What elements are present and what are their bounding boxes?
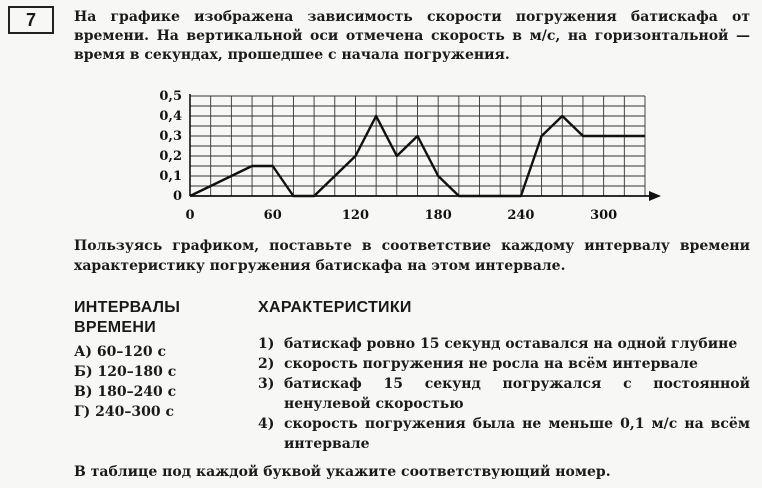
task-instruction: Пользуясь графиком, поставьте в соответствие каждому интервалу времени характеристику погружения батискафа на этом интервале. [74, 238, 750, 274]
y-tick-label: 0,1 [159, 169, 182, 184]
characteristic-number: 4) [258, 416, 275, 432]
interval-text: 240–300 с [95, 404, 175, 420]
x-tick-label: 300 [590, 208, 618, 223]
y-tick-label: 0,5 [159, 89, 182, 104]
characteristic-number: 3) [258, 376, 275, 392]
intervals-column [74, 298, 244, 422]
characteristic-number: 1) [258, 336, 275, 352]
chart-svg [140, 82, 680, 224]
x-tick-label: 120 [341, 208, 370, 223]
characteristic-number: 2) [258, 356, 275, 372]
interval-letter: А) [74, 344, 93, 360]
intervals-heading-line-1: ИНТЕРВАЛЫ [74, 299, 181, 316]
characteristic-text: батискаф ровно 15 секунд оставался на одной глубине [284, 336, 738, 352]
task-intro: На графике изображена зависимость скорости погружения батискафа от времени. На вертикальной оси отмечена скорость в м/с, на горизонтальной — время в секундах, прошедшее с начала погружения. [74, 9, 750, 63]
characteristic-text: скорость погружения не росла на всём интервале [284, 356, 698, 372]
characteristics-heading: ХАРАКТЕРИСТИКИ [258, 299, 412, 316]
y-tick-label: 0,2 [159, 149, 182, 164]
x-tick-label: 180 [424, 208, 452, 223]
characteristic-item [258, 374, 750, 414]
x-tick-label: 0 [185, 208, 195, 223]
interval-text: 120–180 с [97, 364, 177, 380]
x-axis-arrow [649, 191, 661, 201]
intervals-list [74, 342, 244, 422]
x-tick-label: 60 [263, 208, 282, 223]
characteristics-column [258, 298, 750, 454]
x-tick-label: 240 [507, 208, 535, 223]
interval-item [74, 402, 244, 422]
interval-text: 180–240 с [97, 384, 177, 400]
interval-letter: В) [74, 384, 93, 400]
characteristic-text: скорость погружения была не меньше 0,1 м/с на всём интервале [284, 416, 750, 452]
task-number [8, 6, 54, 34]
y-tick-label: 0,4 [159, 109, 182, 124]
speed-chart [140, 82, 680, 224]
characteristic-text: батискаф 15 секунд погружался с постоянной ненулевой скоростью [284, 376, 750, 412]
task-number-text: 7 [25, 9, 36, 30]
interval-item [74, 382, 244, 402]
interval-letter: Г) [74, 404, 91, 420]
characteristics-list [258, 334, 750, 454]
interval-letter: Б) [74, 364, 93, 380]
characteristic-item [258, 334, 750, 354]
characteristic-item [258, 414, 750, 454]
intervals-heading-line-2: ВРЕМЕНИ [74, 319, 157, 336]
characteristic-item [258, 354, 750, 374]
task-footer: В таблице под каждой буквой укажите соответствующий номер. [74, 464, 611, 480]
interval-text: 60–120 с [96, 344, 167, 360]
y-tick-label: 0 [172, 189, 182, 204]
interval-item [74, 362, 244, 382]
interval-item [74, 342, 244, 362]
y-tick-label: 0,3 [159, 129, 182, 144]
